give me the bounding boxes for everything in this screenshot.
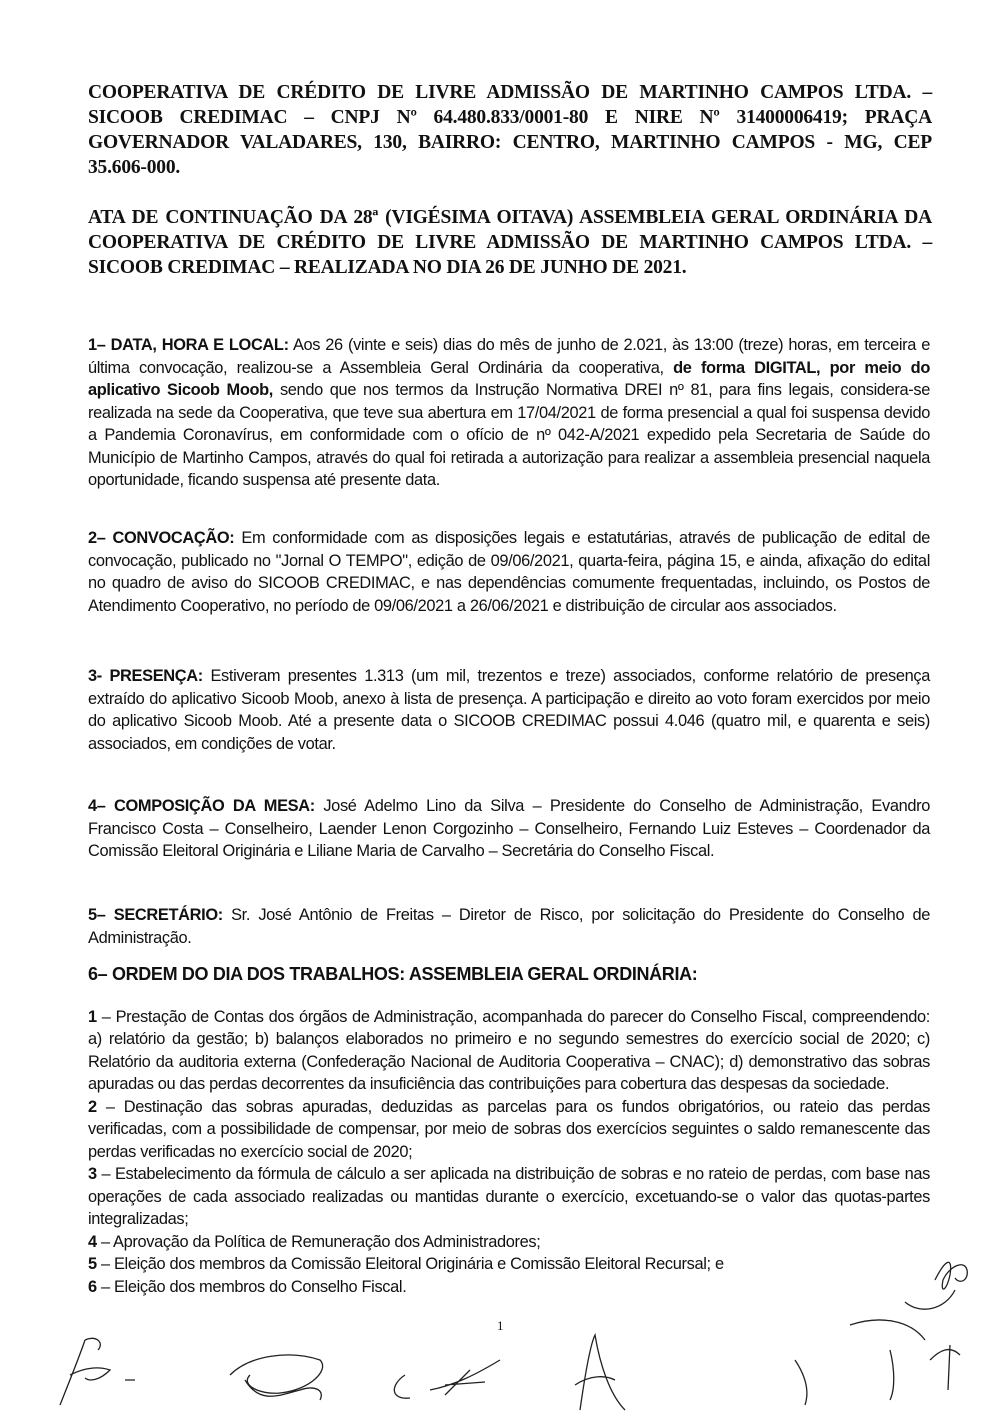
organization-info: COOPERATIVA DE CRÉDITO DE LIVRE ADMISSÃO DE MARTINHO CAMPOS LTDA. – SICOOB CREDIMAC – CNPJ Nº 64.480.833/0001-80 E NIRE Nº 31400006419; PRAÇA GOVERNADOR VALADARES, 130, BAIRRO: CENTRO, MARTINHO CAMPOS - MG, CEP 35.606-000. — [88, 82, 932, 178]
document-title — [88, 205, 932, 280]
agenda-item-text: – Eleição dos membros do Conselho Fiscal. — [96, 1277, 407, 1296]
section-text: Estiveram presentes 1.313 (um mil, trezentos e treze) associados, conforme relatório de presença extraído do aplicativo Sicoob Moob, anexo à lista de presença. A participação e direito ao voto foram exercidos por meio do aplicativo Sicoob Moob. Até a presente data o SICOOB CREDIMAC possui 4.046 (quatro mil, e quarenta e seis) associados, em condições de votar. — [88, 667, 930, 753]
agenda-list — [88, 1006, 930, 1299]
agenda-item-text: – Destinação das sobras apuradas, deduzidas as parcelas para os fundos obrigatórios, ou rateio das perdas verificadas, com a possibilidade de compensar, por meio de sobras dos exercícios seguintes o saldo remanescente das perdas verificadas no exercício social de 2020; — [88, 1097, 930, 1161]
agenda-item — [88, 1163, 930, 1231]
section-convocation — [88, 527, 930, 617]
section-board-composition — [88, 795, 930, 863]
signature-3 — [385, 1340, 515, 1410]
section-agenda — [88, 963, 930, 1298]
minutes-title: ATA DE CONTINUAÇÃO DA 28ª (VIGÉSIMA OITAVA) ASSEMBLEIA GERAL ORDINÁRIA DA COOPERATIVA DE CRÉDITO DE LIVRE ADMISSÃO DE MARTINHO CAMPOS LTDA. – SICOOB CREDIMAC – REALIZADA NO DIA 26 DE JUNHO DE 2021. — [88, 207, 932, 278]
section-text: Sr. José Antônio de Freitas – Diretor de Risco, por solicitação do Presidente do Conselho de Administração. — [88, 906, 930, 947]
agenda-item — [88, 1096, 930, 1164]
agenda-item-number: 1 — [88, 1007, 97, 1026]
agenda-item-text: – Estabelecimento da fórmula de cálculo a ser aplicada na distribuição de sobras e no rateio de perdas, com base nas operações de cada associado realizadas ou mantidas durante o exercício, excetuando-se o valor das quotas-partes integralizadas; — [88, 1165, 930, 1228]
section-heading: 5– SECRETÁRIO: — [88, 906, 223, 924]
section-text: Em conformidade com as disposições legais e estatutárias, através de publicação de edital de convocação, publicado no "Jornal O TEMPO", edição de 09/06/2021, quarta-feira, página 15, e ainda, afixação do edital no quadro de aviso do SICOOB CREDIMAC, e nas dependências comumente frequentadas, incluindo, os Postos de Atendimento Cooperativo, no período de 09/06/2021 a 26/06/2021 e distribuição de circular aos associados. — [88, 529, 930, 615]
agenda-item-number: 3 — [88, 1165, 97, 1183]
section-text: Aos 26 (vinte e seis) dias do mês de junho de 2.021, às 13:00 (treze) horas, em terceira e última convocação, realizou-se a Assembleia Geral Ordinária da cooperativa, — [88, 336, 930, 377]
section-secretary — [88, 904, 930, 949]
page-number: 1 — [497, 1318, 504, 1333]
signature-2 — [220, 1335, 340, 1415]
agenda-item-text: – Eleição dos membros da Comissão Eleitoral Originária e Comissão Eleitoral Recursal; e — [96, 1255, 724, 1273]
section-heading: 1– DATA, HORA E LOCAL: — [88, 336, 289, 354]
section-text: sendo que nos termos da Instrução Normativa DREI nº 81, para fins legais, considera-se realizada na sede da Cooperativa, que teve sua abertura em 17/04/2021 de forma presencial a qual foi suspensa devido a Pandemia Coronavírus, em conformidade com o ofício de nº 042-A/2021 expedido pela Secretaria de Saúde do Município de Martinho Campos, através do qual foi retirada a autorização para realizar a assembleia presencial naquela oportunidade, ficando suspensa até presente data. — [88, 381, 930, 489]
section-text: José Adelmo Lino da Silva – Presidente do Conselho de Administração, Evandro Francisco Costa – Conselheiro, Laender Lenon Corgozinho – Conselheiro, Fernando Luiz Esteves – Coordenador da Comissão Eleitoral Originária e Liliane Maria de Carvalho – Secretária do Conselho Fiscal. — [88, 797, 930, 860]
signature-5 — [780, 1330, 840, 1410]
section-heading: 6– ORDEM DO DIA DOS TRABALHOS: ASSEMBLEIA GERAL ORDINÁRIA: — [88, 964, 698, 984]
agenda-item-text: – Prestação de Contas dos órgãos de Administração, acompanhada do parecer do Conselho Fiscal, compreendendo: a) relatório da gestão; b) balanços elaborados no primeiro e no segundo semestres do exercício social de 2020; c) Relatório da auditoria externa (Confederação Nacional de Auditoria Cooperativa – CNAC); d) demonstrativo das sobras apuradas ou das perdas decorrentes da insuficiência das contribuições para cobertura das despesas da sociedade. — [88, 1007, 930, 1093]
agenda-item — [88, 1006, 930, 1096]
agenda-item — [88, 1253, 878, 1276]
agenda-item-number: 2 — [88, 1097, 97, 1116]
agenda-item-number: 4 — [88, 1232, 97, 1251]
section-heading: 4– COMPOSIÇÃO DA MESA: — [88, 797, 315, 815]
section-heading: 3- PRESENÇA: — [88, 667, 203, 685]
agenda-item-number: 5 — [88, 1255, 97, 1273]
section-presence — [88, 665, 930, 755]
signature-6 — [840, 1300, 980, 1410]
organization-header — [88, 80, 932, 180]
agenda-item-text: – Aprovação da Política de Remuneração dos Administradores; — [96, 1232, 541, 1251]
agenda-item — [88, 1231, 848, 1254]
signature-4 — [560, 1325, 640, 1415]
section-heading: 2– CONVOCAÇÃO: — [88, 529, 235, 547]
agenda-item — [88, 1276, 930, 1299]
section-bold-text: de forma DIGITAL, por meio do aplicativo Sicoob Moob, — [88, 358, 930, 399]
signature-1 — [40, 1320, 140, 1410]
section-date-time-place — [88, 334, 930, 492]
agenda-item-number: 6 — [88, 1277, 97, 1296]
